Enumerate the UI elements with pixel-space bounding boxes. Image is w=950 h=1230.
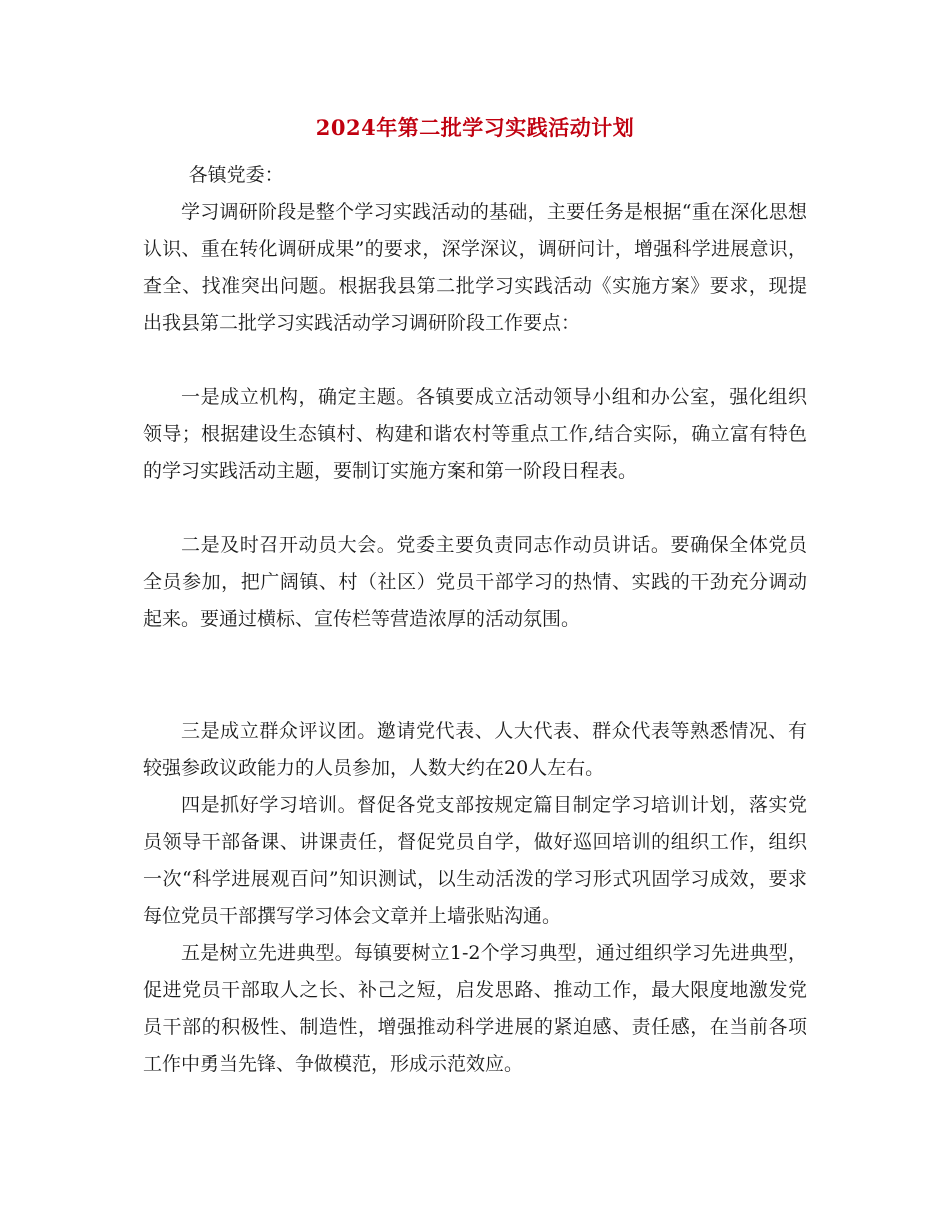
paragraph-point-4: 四是抓好学习培训。督促各党支部按规定篇目制定学习培训计划，落实党员领导干部备课、讲课责任，督促党员自学，做好巡回培训的组织工作，组织一次“科学进展观百问”知识测试，以生动活泼的学习形式巩固学习成效，要求每位党员干部撰写学习体会文章并上墙张贴沟通。 — [143, 794, 807, 927]
salutation: 各镇党委： — [188, 164, 284, 186]
paragraph-intro: 学习调研阶段是整个学习实践活动的基础，主要任务是根据“重在深化思想认识、重在转化调研成果”的要求，深学深议，调研问计，增强科学进展意识，查全、找准突出问题。根据我县第二批学习实践活动《实施方案》要求，现提出我县第二批学习实践活动学习调研阶段工作要点： — [143, 201, 807, 334]
paragraph-point-5: 五是树立先进典型。每镇要树立1-2个学习典型，通过组织学习先进典型，促进党员干部取人之长、补己之短，启发思路、推动工作，最大限度地激发党员干部的积极性、制造性，增强推动科学进展的紧迫感、责任感，在当前各项工作中勇当先锋、争做模范，形成示范效应。 — [143, 942, 807, 1075]
document-title: 2024年第二批学习实践活动计划 — [315, 115, 635, 140]
paragraph-point-2: 二是及时召开动员大会。党委主要负责同志作动员讲话。要确保全体党员全员参加，把广阔镇、村（社区）党员干部学习的热情、实践的干劲充分调动起来。要通过横标、宣传栏等营造浓厚的活动氛围。 — [143, 534, 807, 630]
paragraph-point-3: 三是成立群众评议团。邀请党代表、人大代表、群众代表等熟悉情况、有较强参政议政能力的人员参加，人数大约在20人左右。 — [143, 720, 807, 779]
paragraph-point-1: 一是成立机构，确定主题。各镇要成立活动领导小组和办公室，强化组织领导；根据建设生态镇村、构建和谐农村等重点工作,结合实际，确立富有特色的学习实践活动主题，要制订实施方案和第一阶段日程表。 — [143, 386, 807, 482]
